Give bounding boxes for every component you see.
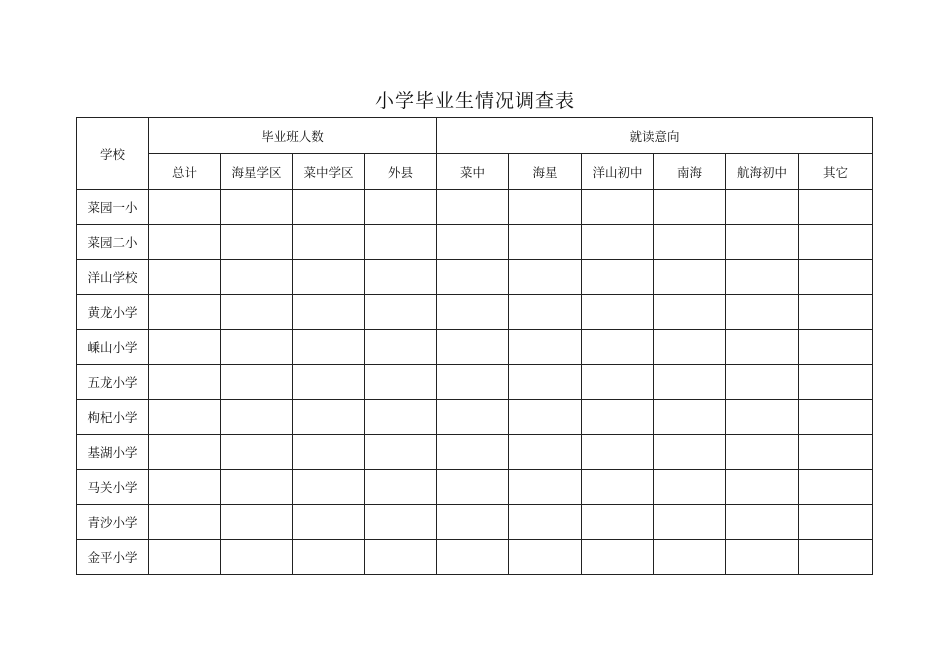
header-graduates-group: 毕业班人数 (149, 118, 437, 154)
entry-cell[interactable] (293, 260, 365, 295)
school-name-cell: 黄龙小学 (77, 295, 149, 330)
table-row (77, 330, 873, 365)
entry-cell[interactable] (509, 365, 582, 400)
header-col-yangshan-middle: 洋山初中 (582, 154, 654, 190)
table-row (77, 365, 873, 400)
entry-cell[interactable] (582, 505, 654, 540)
entry-cell[interactable] (365, 470, 437, 505)
entry-cell[interactable] (365, 225, 437, 260)
entry-cell[interactable] (365, 260, 437, 295)
entry-cell[interactable] (365, 190, 437, 225)
entry-cell[interactable] (654, 330, 726, 365)
entry-cell[interactable] (437, 435, 509, 470)
entry-cell[interactable] (365, 400, 437, 435)
school-name-cell: 基湖小学 (77, 435, 149, 470)
entry-cell[interactable] (437, 225, 509, 260)
entry-cell[interactable] (582, 435, 654, 470)
header-col-caizhong: 菜中 (437, 154, 509, 190)
entry-cell[interactable] (221, 295, 293, 330)
entry-cell[interactable] (582, 365, 654, 400)
entry-cell[interactable] (437, 505, 509, 540)
school-name-cell: 枸杞小学 (77, 400, 149, 435)
entry-cell[interactable] (582, 260, 654, 295)
entry-cell[interactable] (293, 295, 365, 330)
entry-cell[interactable] (726, 295, 799, 330)
entry-cell[interactable] (509, 330, 582, 365)
entry-cell[interactable] (726, 225, 799, 260)
school-name-cell: 青沙小学 (77, 505, 149, 540)
entry-cell[interactable] (654, 190, 726, 225)
entry-cell[interactable] (799, 330, 873, 365)
entry-cell[interactable] (221, 330, 293, 365)
entry-cell[interactable] (799, 295, 873, 330)
entry-cell[interactable] (799, 505, 873, 540)
header-col-haixing-district: 海星学区 (221, 154, 293, 190)
entry-cell[interactable] (799, 190, 873, 225)
entry-cell[interactable] (654, 400, 726, 435)
entry-cell[interactable] (437, 540, 509, 575)
header-col-total: 总计 (149, 154, 221, 190)
entry-cell[interactable] (726, 190, 799, 225)
entry-cell[interactable] (365, 295, 437, 330)
entry-cell[interactable] (149, 225, 221, 260)
entry-cell[interactable] (654, 260, 726, 295)
entry-cell[interactable] (582, 470, 654, 505)
table-row (77, 260, 873, 295)
table-row (77, 470, 873, 505)
entry-cell[interactable] (654, 540, 726, 575)
entry-cell[interactable] (509, 540, 582, 575)
entry-cell[interactable] (293, 435, 365, 470)
entry-cell[interactable] (221, 505, 293, 540)
header-col-haixing: 海星 (509, 154, 582, 190)
entry-cell[interactable] (221, 190, 293, 225)
entry-cell[interactable] (654, 225, 726, 260)
entry-cell[interactable] (726, 435, 799, 470)
entry-cell[interactable] (799, 260, 873, 295)
entry-cell[interactable] (799, 470, 873, 505)
header-col-other-county: 外县 (365, 154, 437, 190)
entry-cell[interactable] (799, 400, 873, 435)
entry-cell[interactable] (799, 225, 873, 260)
entry-cell[interactable] (221, 470, 293, 505)
entry-cell[interactable] (293, 330, 365, 365)
header-row-columns (77, 154, 873, 190)
entry-cell[interactable] (293, 225, 365, 260)
survey-table (76, 117, 873, 575)
entry-cell[interactable] (726, 505, 799, 540)
entry-cell[interactable] (293, 365, 365, 400)
entry-cell[interactable] (726, 470, 799, 505)
entry-cell[interactable] (149, 260, 221, 295)
entry-cell[interactable] (293, 400, 365, 435)
entry-cell[interactable] (365, 540, 437, 575)
header-col-caizhong-district: 菜中学区 (293, 154, 365, 190)
school-name-cell: 菜园二小 (77, 225, 149, 260)
entry-cell[interactable] (437, 365, 509, 400)
header-col-hanghai-middle: 航海初中 (726, 154, 799, 190)
header-row-groups (77, 118, 873, 154)
entry-cell[interactable] (365, 435, 437, 470)
entry-cell[interactable] (509, 435, 582, 470)
entry-cell[interactable] (509, 400, 582, 435)
entry-cell[interactable] (654, 435, 726, 470)
entry-cell[interactable] (726, 400, 799, 435)
table-row (77, 540, 873, 575)
entry-cell[interactable] (221, 365, 293, 400)
entry-cell[interactable] (221, 435, 293, 470)
table-row (77, 190, 873, 225)
header-intention-group: 就读意向 (437, 118, 873, 154)
entry-cell[interactable] (149, 505, 221, 540)
entry-cell[interactable] (293, 505, 365, 540)
entry-cell[interactable] (582, 295, 654, 330)
entry-cell[interactable] (799, 435, 873, 470)
entry-cell[interactable] (726, 330, 799, 365)
survey-table-body (77, 190, 873, 575)
entry-cell[interactable] (293, 470, 365, 505)
header-col-nanhai: 南海 (654, 154, 726, 190)
header-col-other: 其它 (799, 154, 873, 190)
entry-cell[interactable] (654, 505, 726, 540)
entry-cell[interactable] (437, 470, 509, 505)
entry-cell[interactable] (365, 505, 437, 540)
entry-cell[interactable] (582, 225, 654, 260)
entry-cell[interactable] (149, 365, 221, 400)
entry-cell[interactable] (437, 295, 509, 330)
entry-cell[interactable] (365, 365, 437, 400)
entry-cell[interactable] (799, 540, 873, 575)
entry-cell[interactable] (509, 295, 582, 330)
entry-cell[interactable] (221, 400, 293, 435)
entry-cell[interactable] (149, 295, 221, 330)
entry-cell[interactable] (149, 540, 221, 575)
entry-cell[interactable] (149, 470, 221, 505)
table-row (77, 225, 873, 260)
entry-cell[interactable] (582, 540, 654, 575)
entry-cell[interactable] (582, 190, 654, 225)
entry-cell[interactable] (221, 260, 293, 295)
entry-cell[interactable] (582, 330, 654, 365)
entry-cell[interactable] (654, 365, 726, 400)
entry-cell[interactable] (149, 435, 221, 470)
header-school: 学校 (77, 118, 149, 190)
entry-cell[interactable] (437, 190, 509, 225)
entry-cell[interactable] (149, 330, 221, 365)
page-title: 小学毕业生情况调查表 (374, 90, 575, 112)
table-row (77, 295, 873, 330)
entry-cell[interactable] (221, 540, 293, 575)
entry-cell[interactable] (149, 400, 221, 435)
school-name-cell: 五龙小学 (77, 365, 149, 400)
table-row (77, 400, 873, 435)
entry-cell[interactable] (726, 365, 799, 400)
entry-cell[interactable] (726, 260, 799, 295)
entry-cell[interactable] (509, 225, 582, 260)
entry-cell[interactable] (509, 260, 582, 295)
entry-cell[interactable] (509, 505, 582, 540)
school-name-cell: 金平小学 (77, 540, 149, 575)
entry-cell[interactable] (799, 365, 873, 400)
entry-cell[interactable] (437, 260, 509, 295)
entry-cell[interactable] (437, 400, 509, 435)
entry-cell[interactable] (654, 295, 726, 330)
entry-cell[interactable] (365, 330, 437, 365)
table-row (77, 505, 873, 540)
school-name-cell: 马关小学 (77, 470, 149, 505)
school-name-cell: 洋山学校 (77, 260, 149, 295)
entry-cell[interactable] (654, 470, 726, 505)
entry-cell[interactable] (726, 540, 799, 575)
school-name-cell: 菜园一小 (77, 190, 149, 225)
table-row (77, 435, 873, 470)
entry-cell[interactable] (293, 540, 365, 575)
entry-cell[interactable] (509, 470, 582, 505)
school-name-cell: 嵊山小学 (77, 330, 149, 365)
entry-cell[interactable] (221, 225, 293, 260)
entry-cell[interactable] (149, 190, 221, 225)
entry-cell[interactable] (582, 400, 654, 435)
entry-cell[interactable] (509, 190, 582, 225)
entry-cell[interactable] (293, 190, 365, 225)
entry-cell[interactable] (437, 330, 509, 365)
